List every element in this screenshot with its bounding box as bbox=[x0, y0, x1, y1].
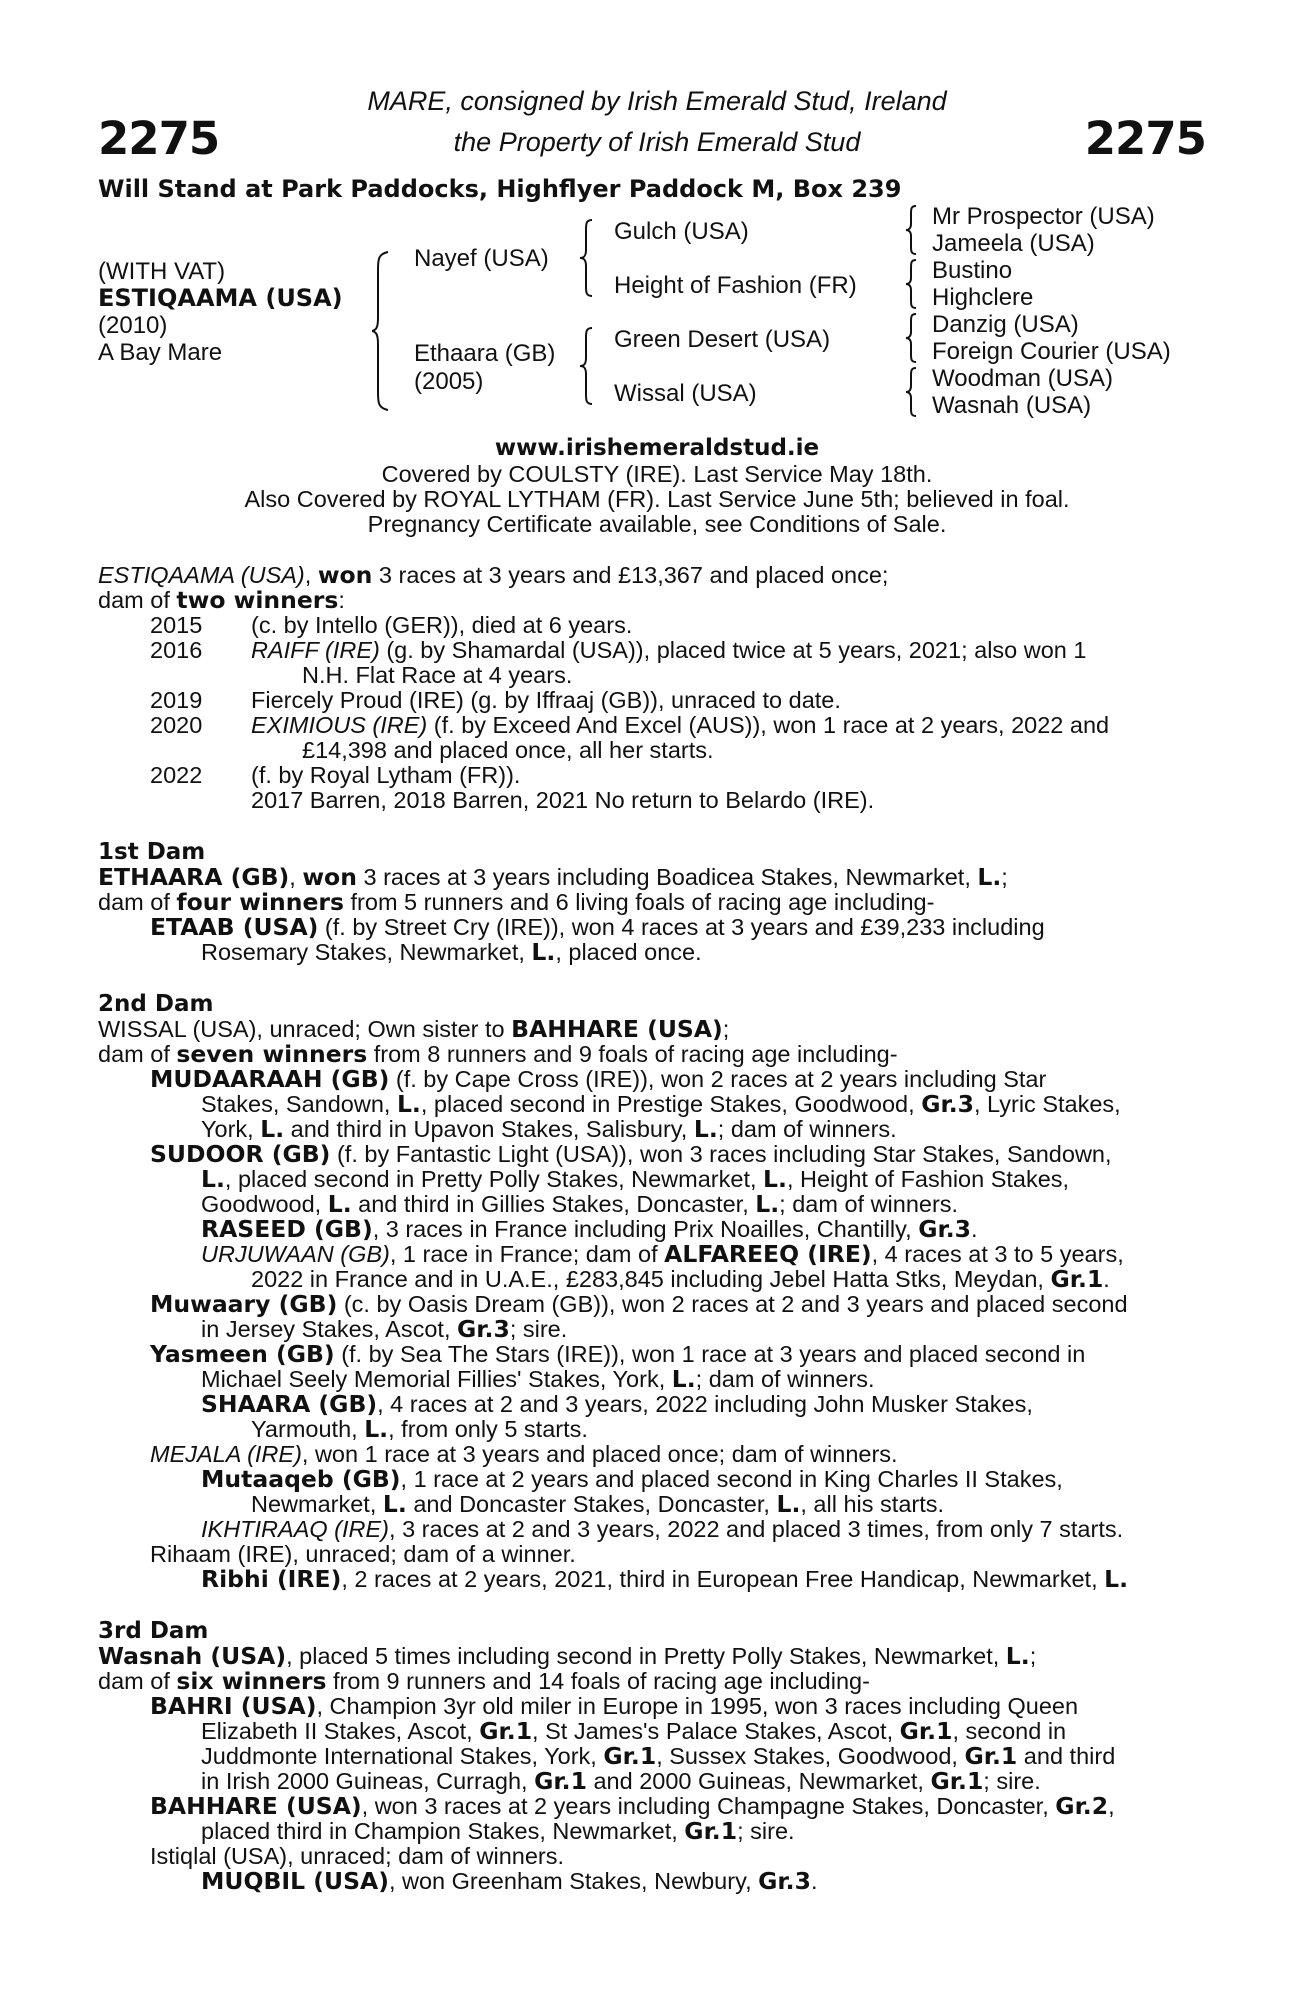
covering-line-2: Also Covered by ROYAL LYTHAM (FR). Last Service June 5th; believed in foal. bbox=[244, 486, 1070, 512]
group-mark: Gr.1 bbox=[684, 1817, 738, 1845]
listed-mark: L. bbox=[382, 1490, 407, 1518]
pedigree-dds: Woodman (USA) bbox=[932, 365, 1113, 392]
stand-location: Will Stand at Park Paddocks, Highflyer Paddock M, Box 239 bbox=[98, 175, 902, 203]
first-dam-line bbox=[201, 940, 702, 965]
consignment-line: MARE, consigned by Irish Emerald Stud, Ireland bbox=[367, 86, 947, 116]
sire-brace bbox=[578, 218, 596, 298]
record: , won 1 race at 3 years and placed once; dam of winners. bbox=[301, 1441, 898, 1467]
record: , second in bbox=[952, 1718, 1067, 1744]
record: and third in Gillies Stakes, Doncaster, bbox=[351, 1191, 756, 1217]
produce-entry-cont: N.H. Flat Race at 4 years. bbox=[302, 662, 573, 688]
produce-entry: Fiercely Proud (IRE) (g. by Iffraaj (GB)), unraced to date. bbox=[251, 687, 841, 713]
listed-mark: L. bbox=[693, 1115, 718, 1143]
record: and third in Upavon Stakes, Salisbury, bbox=[284, 1116, 694, 1142]
second-dam-line bbox=[201, 1242, 1190, 1267]
record: , St James's Palace Stakes, Ascot, bbox=[532, 1718, 900, 1744]
record: , Height of Fashion Stakes, bbox=[786, 1166, 1070, 1192]
record: (c. by Oasis Dream (GB)), won 2 races at 2 and 3 years and placed second bbox=[337, 1291, 1128, 1317]
won-label: won bbox=[317, 561, 373, 589]
progeny-name: BAHHARE (USA) bbox=[150, 1792, 362, 1820]
second-dam-line: Rihaam (IRE), unraced; dam of a winner. bbox=[150, 1541, 576, 1567]
record: , won 3 races at 2 years including Champagne Stakes, Doncaster, bbox=[361, 1793, 1056, 1819]
second-dam-line bbox=[201, 1367, 875, 1392]
record: in Jersey Stakes, Ascot, bbox=[201, 1316, 457, 1342]
record: ; dam of winners. bbox=[717, 1116, 897, 1142]
second-dam-line bbox=[201, 1092, 1190, 1117]
group-mark: Gr.1 bbox=[964, 1742, 1018, 1770]
brace-gen3-4 bbox=[904, 366, 920, 418]
listed-mark: L. bbox=[260, 1115, 285, 1143]
record: , 4 races at 3 to 5 years, bbox=[871, 1241, 1124, 1267]
pedigree-sds: Bustino bbox=[932, 257, 1013, 284]
produce-year: 2016 bbox=[150, 637, 203, 663]
pedigree-sdd: Highclere bbox=[932, 284, 1034, 311]
sep: ; bbox=[722, 1016, 730, 1042]
second-dam-line bbox=[201, 1117, 897, 1142]
third-dam-line bbox=[201, 1719, 1190, 1744]
second-dam-line bbox=[150, 1067, 1190, 1092]
record: Yarmouth, bbox=[251, 1416, 365, 1442]
record: , from only 5 starts. bbox=[388, 1416, 588, 1442]
progeny-name: Mutaaqeb (GB) bbox=[201, 1465, 401, 1493]
progeny-name: BAHRI (USA) bbox=[150, 1692, 317, 1720]
listed-mark: L. bbox=[1104, 1565, 1129, 1593]
third-dam-line bbox=[150, 1694, 1190, 1719]
pedigree-sss: Mr Prospector (USA) bbox=[932, 203, 1155, 230]
second-dam-line bbox=[150, 1442, 898, 1467]
dam-name: ETHAARA (GB) bbox=[98, 863, 290, 891]
third-dam-line bbox=[201, 1869, 817, 1894]
listed-mark: L. bbox=[671, 1365, 696, 1393]
second-dam-line bbox=[251, 1492, 944, 1517]
listed-mark: L. bbox=[776, 1490, 801, 1518]
property-line: the Property of Irish Emerald Stud bbox=[453, 127, 861, 157]
first-dam-line bbox=[98, 890, 934, 915]
second-dam-line bbox=[98, 1042, 898, 1067]
second-dam-line bbox=[201, 1167, 1190, 1192]
record: Juddmonte International Stakes, York, bbox=[201, 1743, 604, 1769]
won-label: won bbox=[302, 863, 357, 891]
progeny-name: ETAAB (USA) bbox=[150, 913, 319, 941]
group-mark: Gr.1 bbox=[479, 1717, 533, 1745]
progeny-name: MUQBIL (USA) bbox=[201, 1867, 389, 1895]
sep: , bbox=[289, 864, 303, 890]
record: , placed second in Pretty Polly Stakes, Newmarket, bbox=[224, 1166, 764, 1192]
group-mark: Gr.1 bbox=[1050, 1265, 1104, 1293]
third-dam-line bbox=[98, 1669, 870, 1694]
first-dam-line bbox=[150, 915, 1190, 940]
produce-entry bbox=[251, 638, 1190, 663]
listed-mark: L. bbox=[755, 1190, 780, 1218]
record: ; sire. bbox=[737, 1818, 795, 1844]
produce-entry bbox=[251, 713, 1190, 738]
record: 3 races at 3 years including Boadicea Stakes, Newmarket, bbox=[356, 864, 978, 890]
progeny-name: RASEED (GB) bbox=[201, 1215, 373, 1243]
record: from 9 runners and 14 foals of racing age including- bbox=[326, 1668, 870, 1694]
winners-count: two winners bbox=[176, 586, 339, 614]
sep: ; bbox=[1001, 864, 1008, 890]
record: York, bbox=[201, 1116, 261, 1142]
group-mark: Gr.1 bbox=[534, 1767, 587, 1795]
mare-record: 3 races at 3 years and £13,367 and placed once; bbox=[372, 562, 889, 588]
colon: : bbox=[338, 587, 345, 613]
website-link[interactable]: www.irishemeraldstud.ie bbox=[494, 435, 820, 461]
progeny-name: SHAARA (GB) bbox=[201, 1390, 378, 1418]
dam-of: dam of bbox=[98, 1668, 177, 1694]
record: Michael Seely Memorial Fillies' Stakes, York, bbox=[201, 1366, 672, 1392]
record: ; dam of winners. bbox=[779, 1191, 959, 1217]
produce-year: 2019 bbox=[150, 687, 203, 713]
record: (f. by Cape Cross (IRE)), won 2 races at 2 years including Star bbox=[389, 1066, 1047, 1092]
brace-gen3-3 bbox=[904, 312, 920, 364]
produce-year: 2015 bbox=[150, 612, 203, 638]
third-dam-line bbox=[98, 1644, 1036, 1669]
group-mark: Gr.1 bbox=[603, 1742, 657, 1770]
record: and 2000 Guineas, Newmarket, bbox=[586, 1768, 931, 1794]
vat-note: (WITH VAT) bbox=[98, 258, 226, 285]
second-dam-line bbox=[201, 1392, 1190, 1417]
group-mark: Gr.1 bbox=[899, 1717, 953, 1745]
sibling-name: BAHHARE (USA) bbox=[511, 1015, 723, 1043]
record: , Champion 3yr old miler in Europe in 1995, won 3 races including Queen bbox=[316, 1693, 1079, 1719]
produce-intro bbox=[98, 563, 888, 588]
winners-count: six winners bbox=[176, 1667, 327, 1695]
group-mark: Gr.2 bbox=[1055, 1792, 1109, 1820]
progeny-name: ALFAREEQ (IRE) bbox=[664, 1240, 872, 1268]
pedigree-ss: Gulch (USA) bbox=[614, 218, 749, 245]
record: Newmarket, bbox=[251, 1491, 383, 1517]
record: from 8 runners and 9 foals of racing age including- bbox=[367, 1041, 898, 1067]
third-dam-line bbox=[201, 1819, 795, 1844]
dam-of: dam of bbox=[98, 889, 177, 915]
horse-description: A Bay Mare bbox=[98, 339, 223, 366]
record: placed third in Champion Stakes, Newmarket, bbox=[201, 1818, 685, 1844]
record: in Irish 2000 Guineas, Curragh, bbox=[201, 1768, 535, 1794]
dam-of: dam of bbox=[98, 1041, 177, 1067]
produce-winners bbox=[98, 588, 345, 613]
progeny-name: URJUWAAN (GB) bbox=[201, 1241, 390, 1267]
third-dam-line bbox=[150, 1794, 1190, 1819]
record: ; sire. bbox=[509, 1316, 568, 1342]
pedigree-ssd: Jameela (USA) bbox=[932, 230, 1095, 257]
pedigree-sd: Height of Fashion (FR) bbox=[614, 272, 857, 299]
record: from 5 runners and 6 living foals of racing age including- bbox=[344, 889, 935, 915]
sep: ; bbox=[1029, 1643, 1037, 1669]
second-dam-heading: 2nd Dam bbox=[98, 991, 214, 1017]
third-dam-line bbox=[201, 1744, 1190, 1769]
mare-name: ESTIQAAMA (USA) bbox=[98, 562, 305, 588]
listed-mark: L. bbox=[201, 1165, 225, 1193]
second-dam-line bbox=[201, 1192, 958, 1217]
produce-entry: (c. by Intello (GER)), died at 6 years. bbox=[251, 612, 633, 638]
group-mark: Gr.3 bbox=[918, 1215, 972, 1243]
record: , placed once. bbox=[555, 939, 702, 965]
record: , placed 5 times including second in Pretty Polly Stakes, Newmarket, bbox=[286, 1643, 1006, 1669]
progeny-name: IKHTIRAAQ (IRE) bbox=[201, 1516, 390, 1542]
group-mark: Gr.3 bbox=[457, 1315, 510, 1343]
second-dam-line bbox=[201, 1467, 1190, 1492]
brace-gen3-1 bbox=[904, 204, 920, 256]
record: , 1 race at 2 years and placed second in King Charles II Stakes, bbox=[400, 1466, 1063, 1492]
second-dam-line bbox=[201, 1567, 1128, 1592]
brace-gen3-2 bbox=[904, 258, 920, 310]
record: , Lyric Stakes, bbox=[974, 1091, 1121, 1117]
third-dam-line: Istiqlal (USA), unraced; dam of winners. bbox=[150, 1843, 565, 1869]
second-dam-line bbox=[98, 1017, 729, 1042]
record: ; dam of winners. bbox=[695, 1366, 875, 1392]
first-dam-heading: 1st Dam bbox=[98, 839, 206, 865]
second-dam-line bbox=[251, 1417, 588, 1442]
second-dam-line bbox=[150, 1292, 1190, 1317]
record: , 3 races at 2 and 3 years, 2022 and placed 3 times, from only 7 starts. bbox=[389, 1516, 1124, 1542]
progeny-name: MUDAARAAH (GB) bbox=[150, 1065, 390, 1093]
second-dam-line bbox=[201, 1217, 978, 1242]
pedigree-dss: Danzig (USA) bbox=[932, 311, 1079, 338]
record: , 4 races at 2 and 3 years, 2022 including John Musker Stakes, bbox=[377, 1391, 1033, 1417]
sep: . bbox=[1103, 1266, 1110, 1292]
sep: , bbox=[1108, 1793, 1115, 1819]
progeny-name: Muwaary (GB) bbox=[150, 1290, 338, 1318]
record: , won Greenham Stakes, Newbury, bbox=[388, 1868, 759, 1894]
produce-year: 2020 bbox=[150, 712, 203, 738]
record: , 2 races at 2 years, 2021, third in European Free Handicap, Newmarket, bbox=[341, 1566, 1105, 1592]
progeny-name: Yasmeen (GB) bbox=[150, 1340, 335, 1368]
pedigree-dam: Ethaara (GB) bbox=[414, 340, 556, 367]
produce-name: RAIFF (IRE) bbox=[251, 637, 380, 663]
record: , 3 races in France including Prix Noailles, Chantilly, bbox=[372, 1216, 919, 1242]
record: and third bbox=[1017, 1743, 1116, 1769]
record: WISSAL (USA), unraced; Own sister to bbox=[98, 1016, 512, 1042]
produce-barren-note: 2017 Barren, 2018 Barren, 2021 No return to Belardo (IRE). bbox=[251, 787, 875, 813]
pedigree-sire: Nayef (USA) bbox=[414, 245, 549, 272]
winners-count: four winners bbox=[176, 888, 344, 916]
produce-detail: (f. by Exceed And Excel (AUS)), won 1 race at 2 years, 2022 and bbox=[427, 712, 1110, 738]
record: (f. by Street Cry (IRE)), won 4 races at 3 years and £39,233 including bbox=[318, 914, 1045, 940]
sep: . bbox=[810, 1868, 818, 1894]
progeny-name: SUDOOR (GB) bbox=[150, 1140, 331, 1168]
listed-mark: L. bbox=[327, 1190, 352, 1218]
covering-line-3: Pregnancy Certificate available, see Conditions of Sale. bbox=[367, 511, 947, 537]
produce-entry: (f. by Royal Lytham (FR)). bbox=[251, 762, 521, 788]
record: , all his starts. bbox=[800, 1491, 945, 1517]
produce-detail: (g. by Shamardal (USA)), placed twice at 5 years, 2021; also won 1 bbox=[379, 637, 1087, 663]
record: Stakes, Sandown, bbox=[201, 1091, 397, 1117]
dam-of: dam of bbox=[98, 587, 177, 613]
dam-brace bbox=[578, 326, 596, 406]
second-dam-line bbox=[201, 1517, 1123, 1542]
covering-line-1: Covered by COULSTY (IRE). Last Service May 18th. bbox=[381, 461, 933, 487]
record: (f. by Sea The Stars (IRE)), won 1 race at 3 years and placed second in bbox=[334, 1341, 1086, 1367]
winners-count: seven winners bbox=[176, 1040, 368, 1068]
progeny-name: Ribhi (IRE) bbox=[201, 1565, 342, 1593]
produce-name: EXIMIOUS (IRE) bbox=[251, 712, 428, 738]
third-dam-line bbox=[201, 1769, 1041, 1794]
group-mark: Gr.3 bbox=[921, 1090, 974, 1118]
record: , Sussex Stakes, Goodwood, bbox=[656, 1743, 965, 1769]
record: 2022 in France and in U.A.E., £283,845 including Jebel Hatta Stks, Meydan, bbox=[251, 1266, 1051, 1292]
record: and Doncaster Stakes, Doncaster, bbox=[406, 1491, 777, 1517]
pedigree-dd: Wissal (USA) bbox=[614, 380, 757, 407]
produce-entry-cont: £14,398 and placed once, all her starts. bbox=[302, 737, 714, 763]
record: ; sire. bbox=[983, 1768, 1041, 1794]
first-dam-line bbox=[98, 865, 1008, 890]
produce-year: 2022 bbox=[150, 762, 203, 788]
listed-mark: L. bbox=[977, 863, 1002, 891]
second-dam-line bbox=[201, 1317, 567, 1342]
second-dam-line bbox=[150, 1142, 1190, 1167]
listed-mark: L. bbox=[531, 938, 556, 966]
pedigree-dsd: Foreign Courier (USA) bbox=[932, 338, 1171, 365]
second-dam-line bbox=[150, 1342, 1190, 1367]
pedigree-ddd: Wasnah (USA) bbox=[932, 392, 1092, 419]
horse-year: (2010) bbox=[98, 312, 168, 339]
record: Rosemary Stakes, Newmarket, bbox=[201, 939, 532, 965]
record: , 1 race in France; dam of bbox=[389, 1241, 665, 1267]
horse-name: ESTIQAAMA (USA) bbox=[98, 284, 343, 312]
record: (f. by Fantastic Light (USA)), won 3 races including Star Stakes, Sandown, bbox=[330, 1141, 1112, 1167]
listed-mark: L. bbox=[396, 1090, 421, 1118]
dam-name: Wasnah (USA) bbox=[98, 1642, 287, 1670]
sep: . bbox=[971, 1216, 978, 1242]
pedigree-ds: Green Desert (USA) bbox=[614, 326, 831, 353]
sep: , bbox=[304, 562, 318, 588]
listed-mark: L. bbox=[1005, 1642, 1030, 1670]
record: Goodwood, bbox=[201, 1191, 328, 1217]
lot-number-left: 2275 bbox=[98, 112, 220, 165]
group-mark: Gr.3 bbox=[758, 1867, 811, 1895]
record: , placed second in Prestige Stakes, Goodwood, bbox=[420, 1091, 922, 1117]
listed-mark: L. bbox=[763, 1165, 787, 1193]
record: Elizabeth II Stakes, Ascot, bbox=[201, 1718, 480, 1744]
lot-number-right: 2275 bbox=[1084, 112, 1206, 165]
listed-mark: L. bbox=[364, 1415, 389, 1443]
progeny-name: MEJALA (IRE) bbox=[150, 1441, 302, 1467]
third-dam-heading: 3rd Dam bbox=[98, 1618, 209, 1644]
main-brace bbox=[372, 250, 402, 412]
group-mark: Gr.1 bbox=[930, 1767, 984, 1795]
second-dam-line bbox=[251, 1267, 1110, 1292]
pedigree-dam-year: (2005) bbox=[414, 368, 484, 395]
